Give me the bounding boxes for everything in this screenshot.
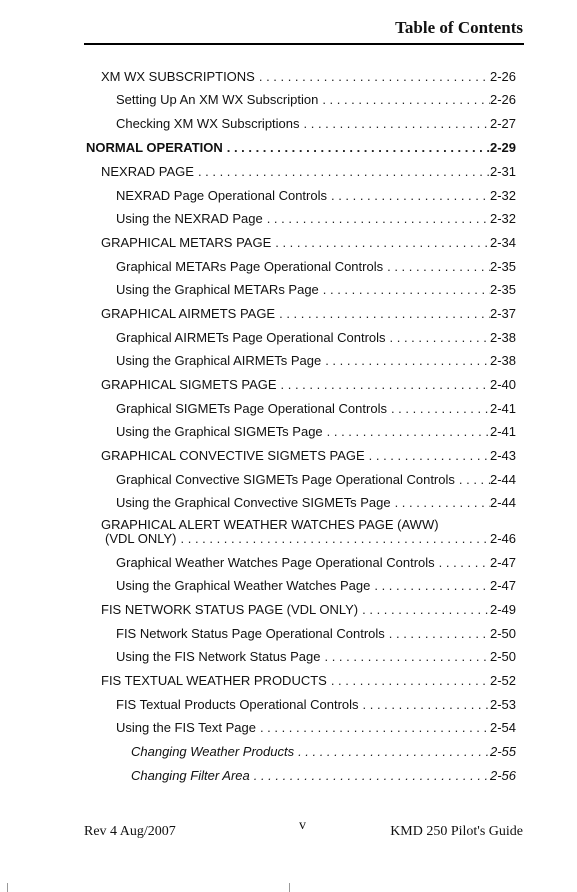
toc-entry-page: 2-35 [489,259,516,274]
toc-entry-label: XM WX SUBSCRIPTIONS [101,69,255,84]
dot-leader [439,555,490,571]
toc-entry-page: 2-27 [489,116,516,131]
toc-entry[interactable] [101,448,516,464]
toc-entry[interactable] [116,626,516,642]
toc-entry[interactable] [101,164,516,180]
toc-entry[interactable] [101,673,516,689]
dot-leader [391,401,490,417]
toc-entry-page: 2-50 [489,626,516,641]
toc-entry[interactable] [116,555,516,571]
toc-entry[interactable] [116,472,516,488]
toc-entry-page: 2-37 [489,306,516,321]
toc-entry-page: 2-46 [489,531,516,546]
dot-leader [304,116,490,132]
footer-revision: Rev 4 Aug/2007 [84,824,176,839]
dot-leader [389,626,490,642]
dot-leader [259,69,490,85]
toc-entry[interactable] [86,140,516,156]
toc-entry-page: 2-31 [489,164,516,179]
toc-entry[interactable] [101,377,516,393]
toc-entry-label: Changing Filter Area [131,768,250,783]
toc-entry-label: Graphical Weather Watches Page Operational Controls [116,555,435,570]
dot-leader [331,673,490,689]
toc-entry-label: GRAPHICAL METARS PAGE [101,235,272,250]
toc-entry-label: GRAPHICAL CONVECTIVE SIGMETS PAGE [101,448,365,463]
toc-entry-page: 2-53 [489,697,516,712]
toc-entry-page: 2-32 [489,188,516,203]
toc-entry[interactable] [116,330,516,346]
dot-leader [254,768,490,784]
toc-entry-page: 2-38 [489,353,516,368]
toc-entry-page: 2-41 [489,401,516,416]
toc-entry-page: 2-56 [489,768,516,783]
dot-leader [279,306,490,322]
toc-entry-label: Graphical METARs Page Operational Controls [116,259,384,274]
toc-entry[interactable] [131,744,516,760]
toc-entry-label: FIS NETWORK STATUS PAGE (VDL ONLY) [101,602,359,617]
dot-leader [322,92,490,108]
dot-leader [260,720,490,736]
toc-entry-label: FIS Network Status Page Operational Controls [116,626,385,641]
toc-entry-page: 2-55 [489,744,516,759]
dot-leader [374,578,490,594]
dot-leader [390,330,490,346]
toc-entry-label: Using the Graphical METARs Page [116,282,319,297]
toc-entry-label: NEXRAD Page Operational Controls [116,188,327,203]
dot-leader [198,164,490,180]
dot-leader [387,259,490,275]
dot-leader [363,697,490,713]
dot-leader [275,235,490,251]
toc-entry-label: Using the Graphical Weather Watches Page [116,578,371,593]
toc-entry-label-line1[interactable]: GRAPHICAL ALERT WEATHER WATCHES PAGE (AWW) [101,517,439,532]
toc-entry-label: Checking XM WX Subscriptions [116,116,300,131]
toc-entry[interactable] [105,531,516,547]
toc-entry-page: 2-49 [489,602,516,617]
dot-leader [181,531,490,547]
toc-entry-label: Using the Graphical SIGMETs Page [116,424,323,439]
dot-leader [267,211,490,227]
crop-mark [289,883,290,892]
toc-entry[interactable] [116,424,516,440]
crop-mark [7,883,8,892]
toc-entry-label: Graphical AIRMETs Page Operational Controls [116,330,386,345]
toc-entry[interactable] [116,578,516,594]
toc-entry[interactable] [116,259,516,275]
dot-leader [395,495,490,511]
toc-entry-label: GRAPHICAL AIRMETS PAGE [101,306,276,321]
toc-entry-page: 2-47 [489,578,516,593]
toc-entry-page: 2-50 [489,649,516,664]
toc-entry-label: Using the FIS Network Status Page [116,649,321,664]
toc-entry[interactable] [131,768,516,784]
toc-entry-page: 2-32 [489,211,516,226]
toc-entry[interactable] [101,69,516,85]
toc-entry[interactable] [101,602,516,618]
toc-entry[interactable] [101,306,516,322]
page-header-title: Table of Contents [395,18,523,37]
toc-entry[interactable] [116,353,516,369]
dot-leader [327,424,490,440]
dot-leader [331,188,490,204]
toc-entry-page: 2-34 [489,235,516,250]
toc-entry-page: 2-43 [489,448,516,463]
toc-entry[interactable] [116,495,516,511]
toc-entry-label: Using the Graphical Convective SIGMETs Page [116,495,391,510]
toc-entry-page: 2-29 [489,140,516,155]
toc-entry[interactable] [116,720,516,736]
dot-leader [325,353,490,369]
dot-leader [323,282,490,298]
toc-entry-label: NORMAL OPERATION [86,140,223,155]
toc-entry-label: Setting Up An XM WX Subscription [116,92,319,107]
dot-leader [362,602,490,618]
toc-entry[interactable] [116,282,516,298]
toc-entry[interactable] [101,235,516,251]
footer-guide-title: KMD 250 Pilot's Guide [390,824,523,839]
toc-entry[interactable] [116,211,516,227]
toc-entry-page: 2-35 [489,282,516,297]
toc-entry-page: 2-54 [489,720,516,735]
toc-entry-label: Using the NEXRAD Page [116,211,263,226]
toc-entry-label: FIS Textual Products Operational Controls [116,697,359,712]
toc-entry[interactable] [116,92,516,108]
header-divider [84,43,524,45]
toc-entry-page: 2-26 [489,69,516,84]
toc-entry[interactable] [116,649,516,665]
footer-page-number: v [299,818,306,833]
toc-entry[interactable] [116,188,516,204]
toc-entry-label: Using the FIS Text Page [116,720,256,735]
toc-entry-page: 2-44 [489,495,516,510]
toc-entry-label: FIS TEXTUAL WEATHER PRODUCTS [101,673,327,688]
toc-entry-label: Changing Weather Products [131,744,295,759]
toc-entry-label: NEXRAD PAGE [101,164,194,179]
toc-entry[interactable] [116,401,516,417]
toc-entry-page: 2-44 [489,472,516,487]
toc-entry-page: 2-26 [489,92,516,107]
toc-entry-label: Using the Graphical AIRMETs Page [116,353,322,368]
toc-entry-label: GRAPHICAL SIGMETS PAGE [101,377,277,392]
toc-entry-page: 2-52 [489,673,516,688]
dot-leader [369,448,490,464]
toc-entry[interactable] [116,116,516,132]
dot-leader [459,472,490,488]
toc-entry-page: 2-47 [489,555,516,570]
toc-entry[interactable] [116,697,516,713]
dot-leader [281,377,490,393]
toc-entry-page: 2-38 [489,330,516,345]
toc-entry-label: Graphical Convective SIGMETs Page Operational Controls [116,472,455,487]
dot-leader [227,140,490,156]
dot-leader [324,649,489,665]
toc-entry-page: 2-40 [489,377,516,392]
dot-leader [298,744,490,760]
toc-entry-label-line2: (VDL ONLY) [105,531,177,546]
toc-entry-label: Graphical SIGMETs Page Operational Controls [116,401,387,416]
toc-entry-page: 2-41 [489,424,516,439]
